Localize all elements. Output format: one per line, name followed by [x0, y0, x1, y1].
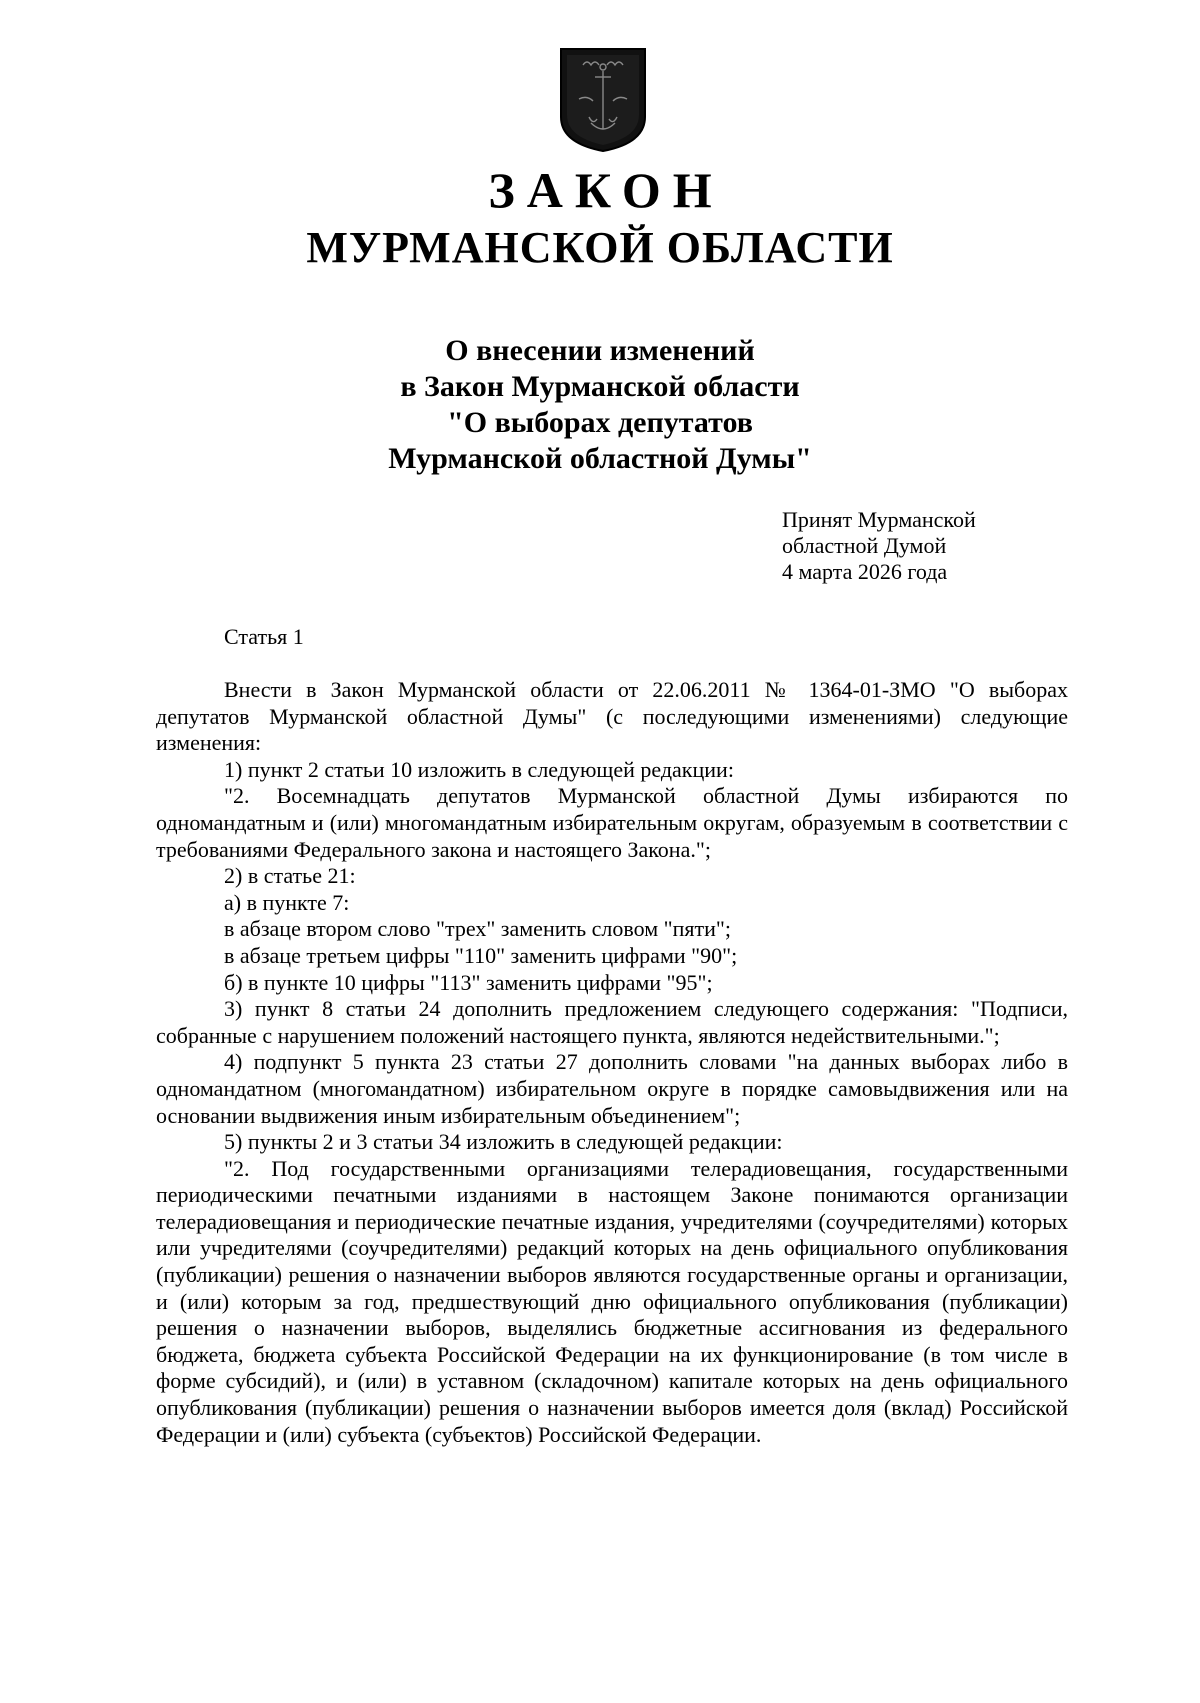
body-paragraph: 4) подпункт 5 пункта 23 статьи 27 дополнить словами "на данных выборах либо в одномандатном (многомандатном) избирательном округе в порядке самовыдвижения или на основании выдвижения иным избирательным объединением";: [156, 1049, 1068, 1128]
adoption-note: [782, 507, 976, 585]
body-paragraph: 3) пункт 8 статьи 24 дополнить предложением следующего содержания: "Подписи, собранные с нарушением положений настоящего пункта, являются недействительными.";: [156, 996, 1068, 1048]
body-paragraph: б) в пункте 10 цифры "113" заменить цифрами "95";: [224, 969, 713, 995]
adoption-line: областной Думой: [782, 533, 947, 558]
body-paragraph: "2. Восемнадцать депутатов Мурманской областной Думы избираются по одномандатным и (или) многомандатным избирательным округам, образуемым в соответствии с требованиями Федерального закона и настоящего Закона.";: [156, 783, 1068, 862]
body-paragraph: Внести в Закон Мурманской области от 22.06.2011 № 1364-01-ЗМО "О выборах депутатов Мурманской областной Думы" (с последующими изменениями) следующие изменения:: [156, 677, 1068, 756]
adoption-date: 4 марта 2026 года: [782, 559, 948, 584]
heading-line: "О выборах депутатов: [447, 406, 753, 439]
body-paragraph: "2. Под государственными организациями телерадиовещания, государственными периодическими печатными изданиями в настоящем Законе понимаются организации телерадиовещания и периодические печатные издания, учредителями (соучредителями) которых или учредителями (соучредителями) редакций которых на день официального опубликования (публикации) решения о назначении выборов являются государственные органы и организации, и (или) которым за год, предшествующий дню официального опубликования (публикации) решения о назначении выборов, выделялись бюджетные ассигнования из федерального бюджета, бюджета субъекта Российской Федерации на их функционирование (в том числе в форме субсидий), и (или) в уставном (складочном) капитале которых на день официального опубликования (публикации) решения о назначении выборов имеется доля (вклад) Российской Федерации и (или) субъекта (субъектов) Российской Федерации.: [156, 1155, 1068, 1447]
heading-line: в Закон Мурманской области: [400, 370, 800, 403]
law-title: ЗАКОН: [488, 162, 724, 218]
adoption-line: Принят Мурманской: [782, 507, 976, 532]
heading-line: Мурманской областной Думы": [388, 442, 812, 475]
law-region-title: МУРМАНСКОЙ ОБЛАСТИ: [306, 223, 894, 272]
body-paragraph: в абзаце втором слово "трех" заменить словом "пяти";: [224, 916, 731, 942]
law-heading: [0, 333, 1200, 477]
body-paragraph: в абзаце третьем цифры "110" заменить цифрами "90";: [224, 942, 738, 968]
body-paragraph: а) в пункте 7:: [224, 889, 350, 915]
body-paragraph: 1) пункт 2 статьи 10 изложить в следующей редакции:: [224, 756, 734, 782]
coat-of-arms-icon: [557, 47, 649, 153]
law-body: [156, 677, 1068, 1448]
body-paragraph: 2) в статье 21:: [224, 863, 356, 889]
body-paragraph: 5) пункты 2 и 3 статьи 34 изложить в следующей редакции:: [224, 1129, 783, 1155]
heading-line: О внесении изменений: [445, 334, 755, 367]
article-label: Статья 1: [224, 624, 304, 649]
